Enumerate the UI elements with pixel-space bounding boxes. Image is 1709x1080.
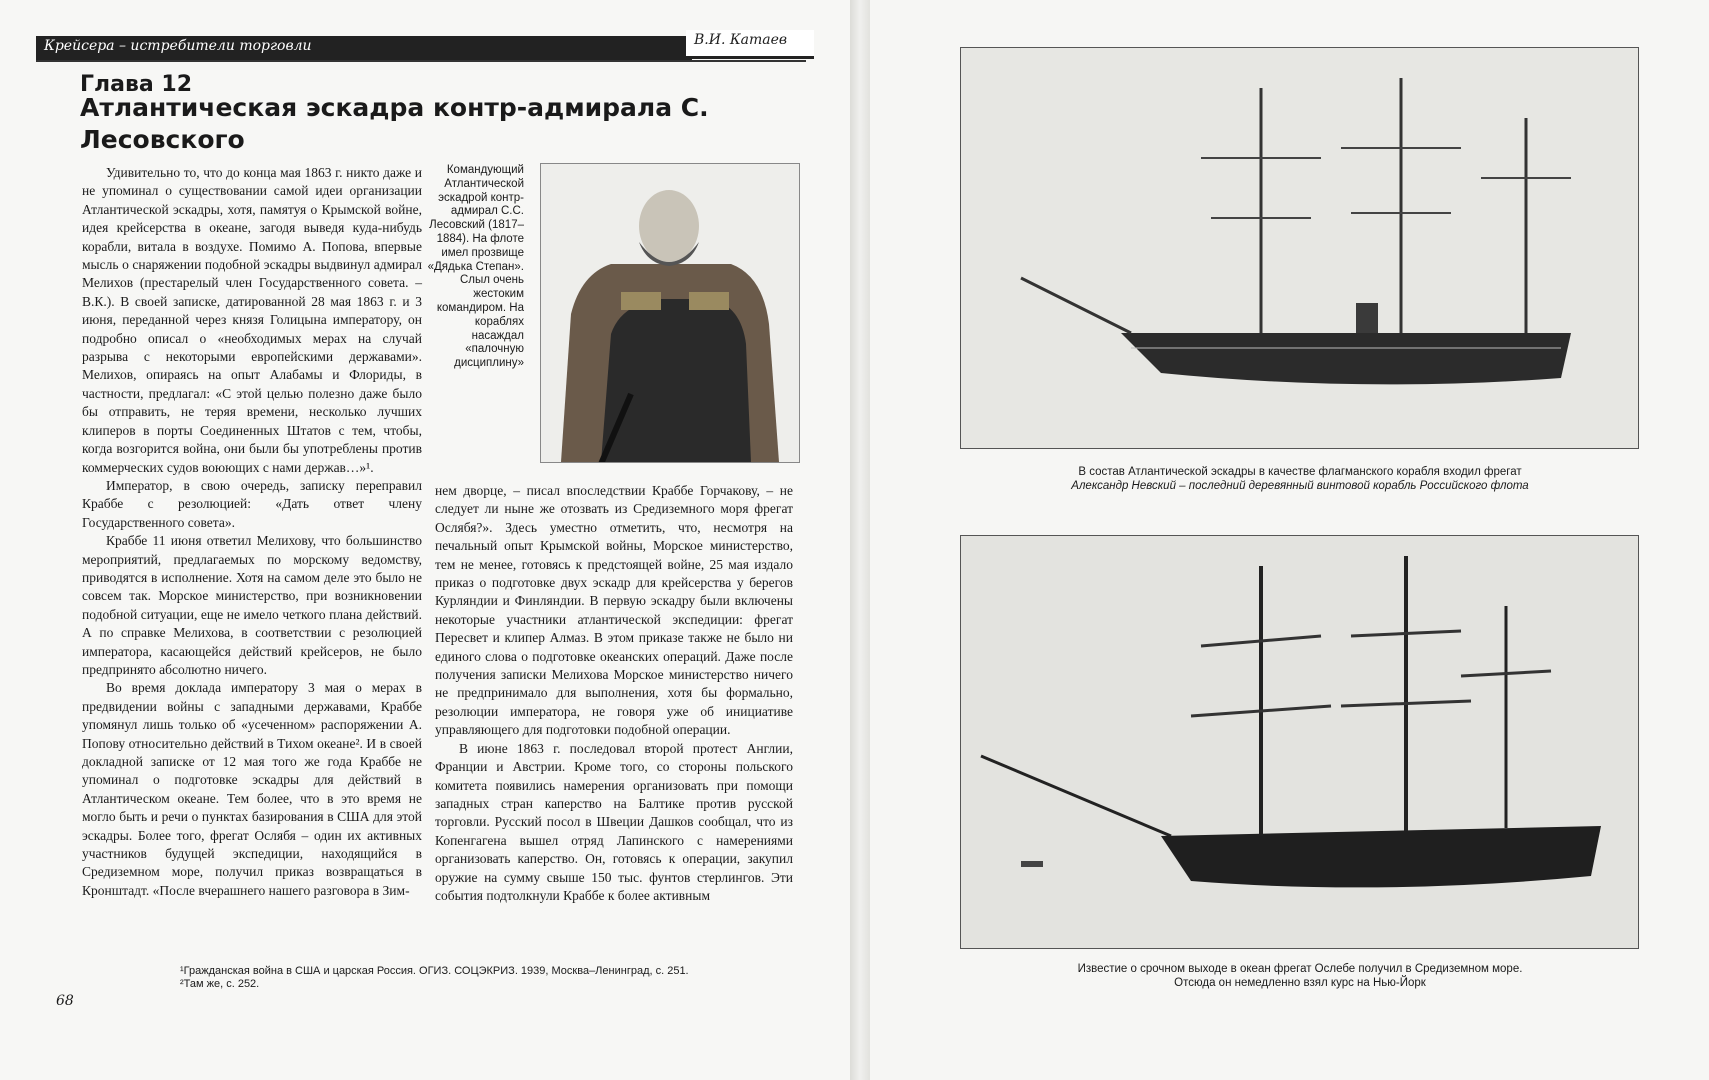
- paragraph: нем дворце, – писал впоследствии Краббе Горчакову, – не следует ли ныне же отозвать из Средиземного моря фрегат Ослябя?». Здесь уместно отметить, что, несмотря на печальный опыт Крымской войны, Морское министерство, тем не менее, готовясь к предстоящей войне, 25 мая издало приказ о подготовке двух эскадр для крейсерства у берегов Курляндии и Финляндии. В первую эскадру были включены некоторые участники атлантической экспедиции: фрегат Пересвет и клипер Алмаз. В этом приказе также не было ни единого слова о подготовке океанских операций. Даже после получения записки Мелихова Морское министерство ничего не предпринимало для выполнения, хотя бы формально, резолюции императора, не говоря уже об инициативе управляющего для подготовки подобной операции.: [435, 483, 793, 738]
- text-column-1: [82, 164, 422, 900]
- frigate-image: [961, 48, 1638, 448]
- photo-caption-1: [975, 465, 1625, 493]
- book-gutter: [850, 0, 870, 1080]
- footnotes: [180, 965, 780, 991]
- caption-line: Отсюда он немедленно взял курс на Нью-Йорк: [1174, 977, 1426, 989]
- chapter-label: Глава 12: [80, 72, 193, 97]
- photo-caption-2: [975, 962, 1625, 990]
- text-column-2: [435, 482, 793, 905]
- admiral-portrait-image: [541, 164, 799, 462]
- frigate-image: [961, 536, 1638, 948]
- chapter-title: Атлантическая эскадра контр-адмирала С. Лесовского: [80, 93, 709, 154]
- running-title: Крейсера – истребители торговли: [36, 36, 692, 62]
- portrait-photo: [540, 163, 800, 463]
- footnote: ²Там же, с. 252.: [180, 978, 260, 990]
- caption-line: Александр Невский – последний деревянный винтовой корабль Российского флота: [1071, 480, 1529, 492]
- caption-line: Известие о срочном выходе в океан фрегат Ослебе получил в Средиземном море.: [1077, 963, 1523, 975]
- left-page: [0, 0, 850, 1080]
- caption-line: В состав Атлантической эскадры в качестве флагманского корабля входил фрегат: [1078, 466, 1522, 478]
- paragraph: Во время доклада императору 3 мая о мерах в предвидении войны с западными державами, Краббе упомянул лишь только об «усеченном» распоряжении А. Попову относительно действий в Тихом океане². И в своей докладной записке от 12 мая того же года Краббе не упоминал о подготовке эскадры для действий в Атлантическом океане. Тем более, что в это время не могло быть и речи о пунктах базирования в США для этой эскадры. Более того, фрегат Ослябя – один их активных участников будущей экспедиции, находящийся в Средиземном море, получил приказ возвращаться в Кронштадт. «После вчерашнего нашего разговора в Зим-: [82, 680, 422, 898]
- page-number: 68: [56, 993, 74, 1009]
- running-author: В.И. Катаев: [686, 30, 814, 59]
- portrait-caption: Командующий Атлантической эскадрой контр-адмирал С.С. Лесовский (1817–1884). На флоте имел прозвище «Дядька Степан». Слыл очень жестоким командиром. На кораблях насаждал «палочную дисциплину»: [427, 164, 524, 370]
- ship-photo-oslyabya: [960, 535, 1639, 949]
- header-rule: [36, 60, 806, 62]
- footnote: ¹Гражданская война в США и царская Россия. ОГИЗ. СОЦЭКРИЗ. 1939, Москва–Ленинград, с. 251.: [180, 965, 689, 977]
- ship-photo-alexander-nevsky: [960, 47, 1639, 449]
- paragraph: В июне 1863 г. последовал второй протест Англии, Франции и Австрии. Кроме того, со стороны польского комитета появились намерения организовать при помощи западных стран каперство на Балтике против русской торговли. Русский посол в Швеции Дашков сообщал, что из Копенгагена вышел отряд Лапинского с намерениями организовать каперство. Он, готовясь к операции, закупил оружие на сумму свыше 150 тыс. фунтов стерлингов. Эти события подтолкнули Краббе к более активным: [435, 740, 793, 903]
- paragraph: Удивительно то, что до конца мая 1863 г. никто даже и не упоминал о существовании самой идеи организации Атлантической эскадры, хотя, памятуя о Крымской войне, идея крейсерства в океане, загодя выведя куда-нибудь корабли, витала в воздухе. Помимо А. Попова, впервые мысль о снаряжении подобной эскадры выдвинул адмирал Мелихов (престарелый член Государственного совета. – В.К.). В своей записке, датированной 28 мая 1863 г. и 3 июня, переданной через князя Голицына императору, он подробно описал о «необходимых мерах на случай разрыва с некоторыми европейскими державами». Мелихов, опираясь на опыт Алабамы и Флориды, в частности, предлагал: «С этой целью полезно даже было бы отправить, не теряя времени, несколько лучших клиперов в порты Соединенных Штатов с тем, чтобы, когда возгорится война, они были бы употреблены против коммерческих судов воюющих с нами держав…»¹.: [82, 165, 422, 475]
- paragraph: Краббе 11 июня ответил Мелихову, что большинство мероприятий, предлагаемых по морскому ведомству, приводятся в исполнение. Хотя на самом деле это было не совсем так. Морское министерство, при возникновении подобной ситуации, еще не имело четкого плана действий. А по справке Мелихова, в соответствии с резолюцией императора, касающейся действий крейсеров, не было предпринято абсолютно ничего.: [82, 533, 422, 677]
- paragraph: Император, в свою очередь, записку переправил Краббе с резолюцией: «Дать ответ члену Государственного совета».: [82, 477, 422, 530]
